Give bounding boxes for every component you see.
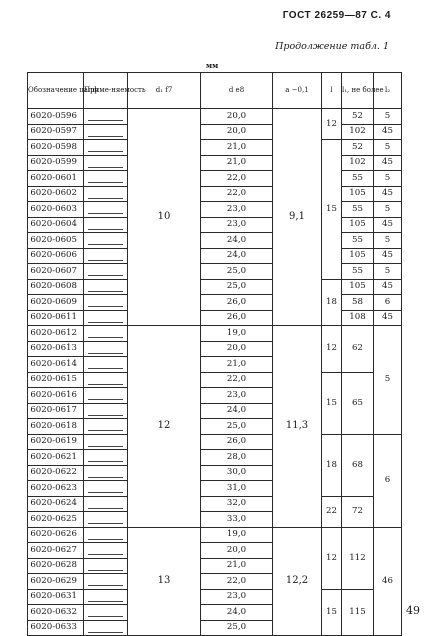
applicability-cell (84, 279, 128, 295)
l1-cell: 65 (342, 372, 374, 434)
designation-cell: 6020-0608 (28, 279, 84, 295)
l2-cell: 5 (374, 326, 402, 435)
table-row (28, 589, 402, 605)
l-cell: 18 (322, 279, 342, 326)
designation-cell: 6020-0628 (28, 558, 84, 574)
d-cell: 23,0 (201, 589, 273, 605)
document-header: ГОСТ 26259—87 С. 4 (282, 10, 391, 21)
designation-cell: 6020-0619 (28, 434, 84, 450)
header-l2: l₂ (374, 73, 402, 109)
applicability-blank-line (88, 607, 123, 617)
table-row (28, 171, 402, 187)
applicability-cell (84, 372, 128, 388)
header-applicability: Приме-няемость (84, 73, 128, 109)
d-cell: 24,0 (201, 248, 273, 264)
designation-cell: 6020-0611 (28, 310, 84, 326)
designation-cell: 6020-0605 (28, 233, 84, 249)
applicability-blank-line (88, 297, 123, 307)
d-cell: 19,0 (201, 527, 273, 543)
l1-cell: 55 (342, 264, 374, 280)
d1-cell: 10 (128, 109, 201, 326)
l1-cell: 62 (342, 326, 374, 373)
table-row (28, 155, 402, 171)
applicability-cell (84, 109, 128, 125)
applicability-blank-line (88, 514, 123, 524)
applicability-blank-line (88, 483, 123, 493)
applicability-blank-line (88, 592, 123, 602)
applicability-blank-line (88, 111, 123, 121)
designation-cell: 6020-0629 (28, 574, 84, 590)
applicability-cell (84, 450, 128, 466)
applicability-blank-line (88, 359, 123, 369)
applicability-blank-line (88, 530, 123, 540)
d-cell: 22,0 (201, 171, 273, 187)
table-row (28, 326, 402, 342)
designation-cell: 6020-0597 (28, 124, 84, 140)
l1-cell: 58 (342, 295, 374, 311)
applicability-cell (84, 341, 128, 357)
applicability-cell (84, 155, 128, 171)
d1-cell: 12 (128, 326, 201, 528)
l1-cell: 55 (342, 233, 374, 249)
table-row (28, 372, 402, 388)
l1-cell: 52 (342, 109, 374, 125)
l-cell: 18 (322, 434, 342, 496)
d-cell: 25,0 (201, 264, 273, 280)
unit-label: мм (206, 61, 219, 70)
applicability-cell (84, 248, 128, 264)
applicability-cell (84, 186, 128, 202)
l2-cell: 5 (374, 140, 402, 156)
applicability-blank-line (88, 204, 123, 214)
l2-cell: 45 (374, 279, 402, 295)
d-cell: 25,0 (201, 419, 273, 435)
applicability-blank-line (88, 421, 123, 431)
applicability-blank-line (88, 452, 123, 462)
applicability-blank-line (88, 220, 123, 230)
applicability-blank-line (88, 344, 123, 354)
designation-cell: 6020-0612 (28, 326, 84, 342)
designation-cell: 6020-0614 (28, 357, 84, 373)
l1-cell: 102 (342, 124, 374, 140)
table-row (28, 295, 402, 311)
applicability-blank-line (88, 173, 123, 183)
l-cell: 12 (322, 109, 342, 140)
applicability-blank-line (88, 282, 123, 292)
table-row (28, 124, 402, 140)
l-cell: 15 (322, 589, 342, 636)
table-row (28, 264, 402, 280)
table-row (28, 186, 402, 202)
header-designation: Обозначение цапф (28, 73, 84, 109)
header-l: l (322, 73, 342, 109)
l1-cell: 108 (342, 310, 374, 326)
applicability-cell (84, 543, 128, 559)
d1-cell: 13 (128, 527, 201, 636)
table-row (28, 310, 402, 326)
l-cell: 22 (322, 496, 342, 527)
l-cell: 12 (322, 527, 342, 589)
applicability-cell (84, 295, 128, 311)
applicability-cell (84, 326, 128, 342)
header-l1: l₁, не более (342, 73, 374, 109)
applicability-blank-line (88, 576, 123, 586)
applicability-blank-line (88, 375, 123, 385)
designation-cell: 6020-0625 (28, 512, 84, 528)
applicability-cell (84, 465, 128, 481)
d-cell: 32,0 (201, 496, 273, 512)
applicability-cell (84, 527, 128, 543)
applicability-cell (84, 512, 128, 528)
applicability-blank-line (88, 313, 123, 323)
designation-cell: 6020-0621 (28, 450, 84, 466)
designation-cell: 6020-0601 (28, 171, 84, 187)
designation-cell: 6020-0617 (28, 403, 84, 419)
l2-cell: 45 (374, 155, 402, 171)
d-cell: 24,0 (201, 403, 273, 419)
l2-cell: 45 (374, 186, 402, 202)
applicability-cell (84, 171, 128, 187)
designation-cell: 6020-0606 (28, 248, 84, 264)
table-row (28, 527, 402, 543)
l1-cell: 55 (342, 202, 374, 218)
designation-cell: 6020-0624 (28, 496, 84, 512)
l1-cell: 105 (342, 248, 374, 264)
l2-cell: 5 (374, 264, 402, 280)
d-cell: 24,0 (201, 233, 273, 249)
l1-cell: 102 (342, 155, 374, 171)
d-cell: 30,0 (201, 465, 273, 481)
applicability-blank-line (88, 127, 123, 137)
applicability-cell (84, 124, 128, 140)
designation-cell: 6020-0632 (28, 605, 84, 621)
designation-cell: 6020-0604 (28, 217, 84, 233)
spec-table (27, 72, 402, 636)
applicability-cell (84, 264, 128, 280)
header-d1: d₁ f7 (128, 73, 201, 109)
l2-cell: 5 (374, 109, 402, 125)
applicability-cell (84, 558, 128, 574)
l2-cell: 45 (374, 310, 402, 326)
d-cell: 20,0 (201, 124, 273, 140)
designation-cell: 6020-0631 (28, 589, 84, 605)
table-row (28, 202, 402, 218)
designation-cell: 6020-0615 (28, 372, 84, 388)
d-cell: 26,0 (201, 295, 273, 311)
applicability-cell (84, 310, 128, 326)
l2-cell: 5 (374, 171, 402, 187)
designation-cell: 6020-0627 (28, 543, 84, 559)
designation-cell: 6020-0599 (28, 155, 84, 171)
d-cell: 23,0 (201, 388, 273, 404)
page-number: 49 (406, 604, 420, 617)
applicability-cell (84, 357, 128, 373)
designation-cell: 6020-0598 (28, 140, 84, 156)
table-continuation-caption: Продолжение табл. 1 (275, 41, 389, 52)
designation-cell: 6020-0616 (28, 388, 84, 404)
a-cell: 9,1 (273, 109, 322, 326)
d-cell: 22,0 (201, 574, 273, 590)
l2-cell: 6 (374, 434, 402, 527)
applicability-blank-line (88, 251, 123, 261)
l2-cell: 46 (374, 527, 402, 636)
d-cell: 24,0 (201, 605, 273, 621)
d-cell: 22,0 (201, 372, 273, 388)
d-cell: 20,0 (201, 341, 273, 357)
applicability-blank-line (88, 266, 123, 276)
l-cell: 15 (322, 372, 342, 434)
designation-cell: 6020-0623 (28, 481, 84, 497)
designation-cell: 6020-0607 (28, 264, 84, 280)
d-cell: 22,0 (201, 186, 273, 202)
designation-cell: 6020-0622 (28, 465, 84, 481)
table-row (28, 248, 402, 264)
designation-cell: 6020-0603 (28, 202, 84, 218)
table-row (28, 140, 402, 156)
table-row (28, 279, 402, 295)
d-cell: 21,0 (201, 140, 273, 156)
applicability-blank-line (88, 545, 123, 555)
l1-cell: 105 (342, 279, 374, 295)
header-d: d e8 (201, 73, 273, 109)
l1-cell: 112 (342, 527, 374, 589)
d-cell: 21,0 (201, 357, 273, 373)
designation-cell: 6020-0602 (28, 186, 84, 202)
d-cell: 31,0 (201, 481, 273, 497)
applicability-cell (84, 605, 128, 621)
applicability-cell (84, 217, 128, 233)
applicability-blank-line (88, 142, 123, 152)
l1-cell: 105 (342, 186, 374, 202)
l2-cell: 45 (374, 217, 402, 233)
d-cell: 26,0 (201, 434, 273, 450)
l1-cell: 115 (342, 589, 374, 636)
applicability-blank-line (88, 390, 123, 400)
applicability-cell (84, 233, 128, 249)
applicability-cell (84, 574, 128, 590)
applicability-cell (84, 419, 128, 435)
d-cell: 23,0 (201, 202, 273, 218)
l2-cell: 5 (374, 233, 402, 249)
d-cell: 20,0 (201, 543, 273, 559)
table-row (28, 496, 402, 512)
l-cell: 12 (322, 326, 342, 373)
applicability-blank-line (88, 499, 123, 509)
applicability-cell (84, 434, 128, 450)
header-a: a −0,1 (273, 73, 322, 109)
d-cell: 20,0 (201, 109, 273, 125)
applicability-cell (84, 202, 128, 218)
designation-cell: 6020-0618 (28, 419, 84, 435)
l1-cell: 105 (342, 217, 374, 233)
applicability-blank-line (88, 189, 123, 199)
applicability-blank-line (88, 158, 123, 168)
l2-cell: 45 (374, 124, 402, 140)
table-header-row (28, 73, 402, 109)
l2-cell: 45 (374, 248, 402, 264)
d-cell: 25,0 (201, 620, 273, 636)
applicability-cell (84, 496, 128, 512)
d-cell: 23,0 (201, 217, 273, 233)
applicability-blank-line (88, 437, 123, 447)
l2-cell: 6 (374, 295, 402, 311)
applicability-blank-line (88, 561, 123, 571)
designation-cell: 6020-0609 (28, 295, 84, 311)
applicability-blank-line (88, 406, 123, 416)
l2-cell: 5 (374, 202, 402, 218)
applicability-cell (84, 620, 128, 636)
d-cell: 26,0 (201, 310, 273, 326)
designation-cell: 6020-0596 (28, 109, 84, 125)
d-cell: 21,0 (201, 155, 273, 171)
l1-cell: 55 (342, 171, 374, 187)
designation-cell: 6020-0633 (28, 620, 84, 636)
applicability-blank-line (88, 328, 123, 338)
table-row (28, 217, 402, 233)
l1-cell: 52 (342, 140, 374, 156)
a-cell: 12,2 (273, 527, 322, 636)
designation-cell: 6020-0613 (28, 341, 84, 357)
applicability-cell (84, 589, 128, 605)
table-row (28, 233, 402, 249)
applicability-cell (84, 388, 128, 404)
applicability-cell (84, 481, 128, 497)
d-cell: 33,0 (201, 512, 273, 528)
l1-cell: 68 (342, 434, 374, 496)
l-cell: 15 (322, 140, 342, 280)
applicability-cell (84, 140, 128, 156)
d-cell: 25,0 (201, 279, 273, 295)
l1-cell: 72 (342, 496, 374, 527)
table-row (28, 109, 402, 125)
applicability-cell (84, 403, 128, 419)
d-cell: 21,0 (201, 558, 273, 574)
applicability-blank-line (88, 468, 123, 478)
table-row (28, 434, 402, 450)
d-cell: 19,0 (201, 326, 273, 342)
designation-cell: 6020-0626 (28, 527, 84, 543)
applicability-blank-line (88, 623, 123, 633)
a-cell: 11,3 (273, 326, 322, 528)
applicability-blank-line (88, 235, 123, 245)
d-cell: 28,0 (201, 450, 273, 466)
